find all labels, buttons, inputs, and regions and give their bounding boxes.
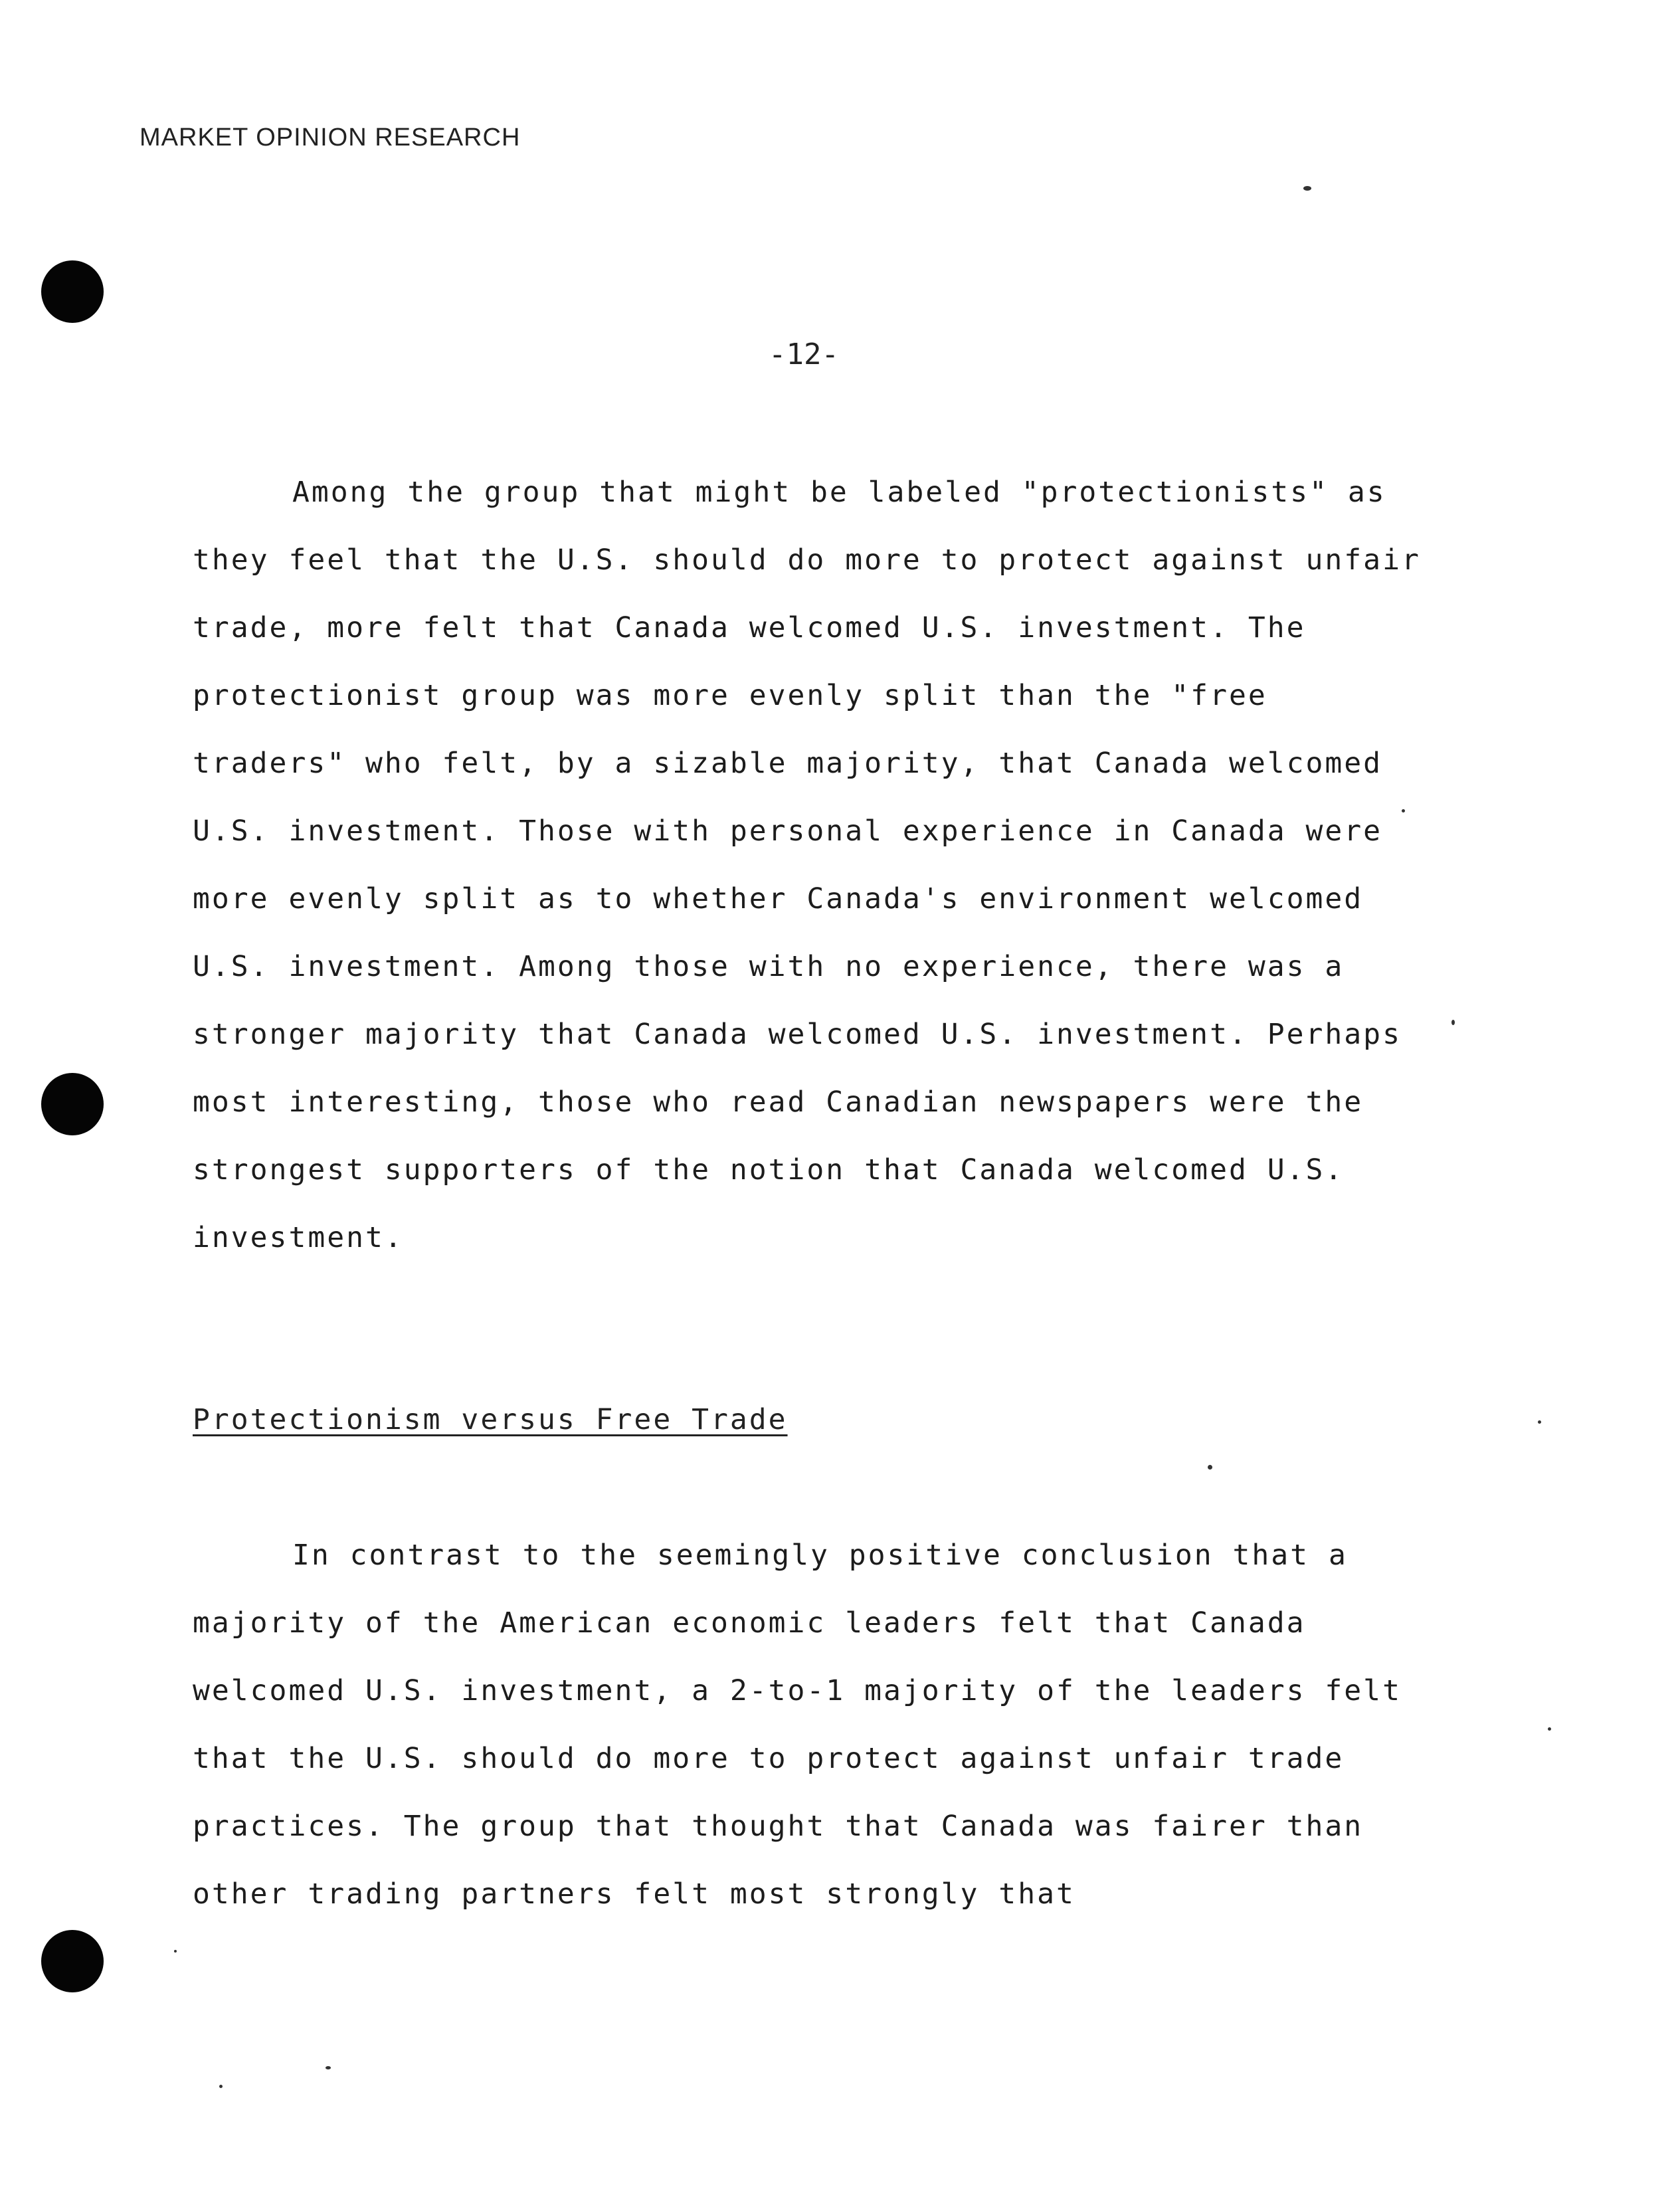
section-heading: Protectionism versus Free Trade <box>193 1403 788 1436</box>
scan-speck <box>1451 1020 1455 1025</box>
scan-speck <box>1402 809 1405 813</box>
scan-speck <box>174 1950 177 1953</box>
scan-speck <box>1538 1420 1541 1424</box>
body-paragraph-1: Among the group that might be labeled "protectionists" as they feel that the U.S. should do more to protect against unfair trade, more felt that Canada welcomed U.S. investment. The protectionist group was more evenly split than the "free traders" who felt, by a sizable majority, that Canada welcomed U.S. investment. Those with personal experience in Canada were more evenly split as to whether Canada's environment welcomed U.S. investment. Among those with no experience, there was a stronger majority that Canada welcomed U.S. investment. Perhaps most interesting, those who read Canadian newspapers were the strongest supporters of the notion that Canada welcomed U.S. investment. <box>193 476 1421 1254</box>
scan-speck <box>1548 1727 1551 1731</box>
punch-hole-bottom <box>41 1930 104 1992</box>
letterhead: MARKET OPINION RESEARCH <box>140 124 521 151</box>
scan-speck <box>326 2066 331 2069</box>
scan-speck <box>219 2085 223 2088</box>
scan-speck <box>1303 186 1311 191</box>
body-paragraph-2: In contrast to the seemingly positive conclusion that a majority of the American economic leaders felt that Canada welcomed U.S. investment, a 2-to-1 majority of the leaders felt that the U.S. should do more to protect against unfair trade practices. The group that thought that Canada was fairer than other trading partners felt most strongly that <box>193 1539 1402 1911</box>
punch-hole-middle <box>41 1073 104 1135</box>
scan-speck <box>1208 1465 1212 1470</box>
page-number: -12- <box>769 337 839 371</box>
punch-hole-top <box>41 260 104 323</box>
